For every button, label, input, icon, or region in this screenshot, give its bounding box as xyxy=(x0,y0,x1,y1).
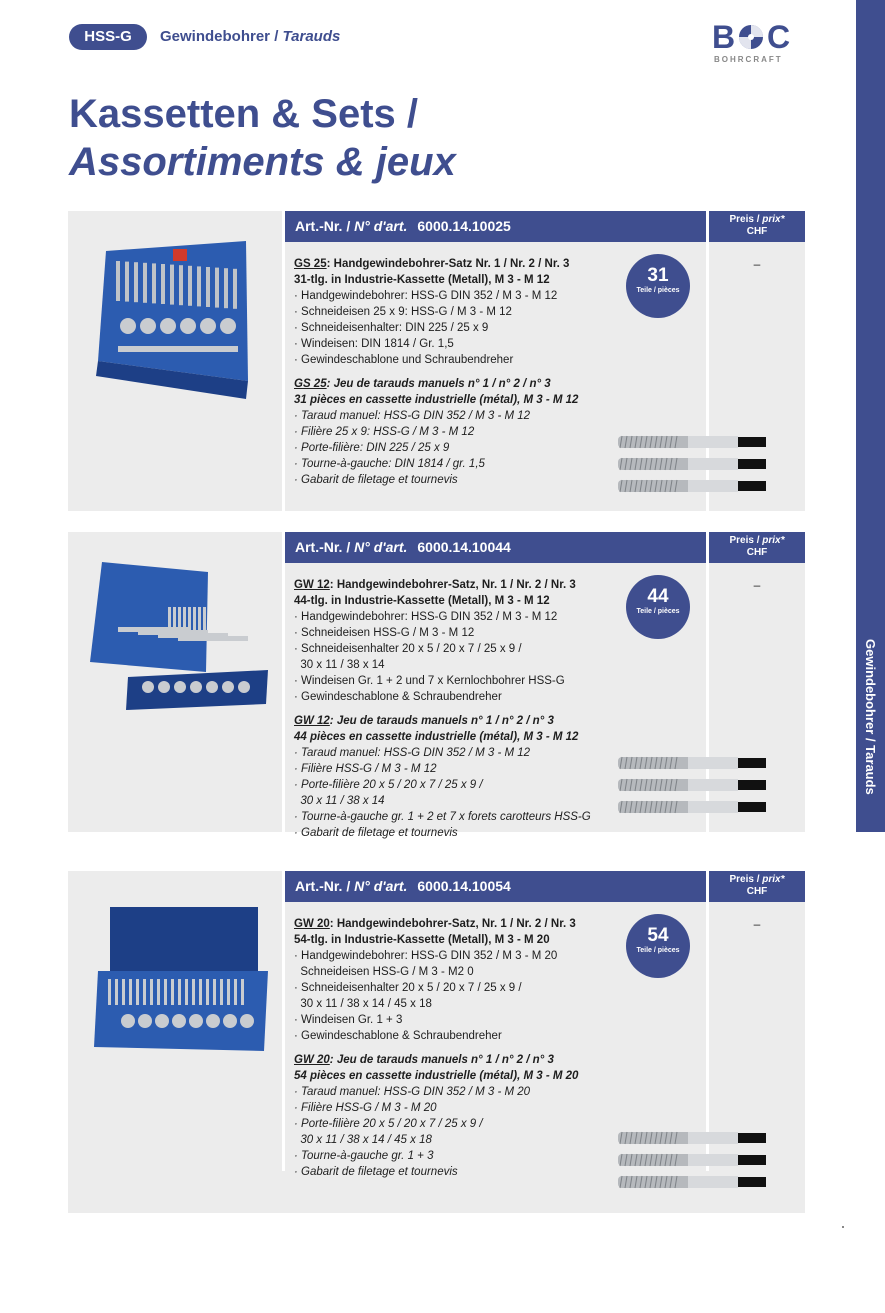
tool-case-image xyxy=(68,532,282,832)
price-header: Preis / prix* CHF xyxy=(709,532,805,563)
fr-list-item: · Gabarit de filetage et tournevis xyxy=(294,474,458,486)
de-list-item: · Schneideisen 25 x 9: HSS-G / M 3 - M 12 xyxy=(294,306,512,318)
fr-list-item: · Taraud manuel: HSS-G DIN 352 / M 3 - M 12 xyxy=(294,410,531,422)
piece-count-badge xyxy=(626,575,690,639)
product-description xyxy=(294,577,614,841)
price-header: Preis / prix* CHF xyxy=(709,211,805,242)
fr-subheading: 44 pièces en cassette industrielle (métal), M 3 - M 12 xyxy=(294,731,579,743)
price-value: – xyxy=(753,257,761,271)
de-list-item: · Schneideisenhalter: DIN 225 / 25 x 9 xyxy=(294,322,489,334)
price-value: – xyxy=(753,578,761,592)
fr-list-item: · Filière HSS-G / M 3 - M 12 xyxy=(294,763,437,775)
product-image xyxy=(68,211,282,511)
divider xyxy=(282,532,285,832)
page-title-line2: Assortiments & jeux xyxy=(69,140,456,184)
fr-list-item: · Tourne-à-gauche gr. 1 + 2 et 7 x forets carotteurs HSS-G xyxy=(294,811,591,823)
price-header: Preis / prix* CHF xyxy=(709,871,805,902)
taps-image xyxy=(618,433,768,499)
de-list-item: Schneideisen HSS-G / M 3 - M2 0 xyxy=(294,966,474,978)
product-image xyxy=(68,871,282,1171)
product-section xyxy=(68,871,805,1213)
boc-bohrcraft-logo xyxy=(712,18,808,66)
piece-count-badge xyxy=(626,914,690,978)
fr-list-item: · Tourne-à-gauche: DIN 1814 / gr. 1,5 xyxy=(294,458,485,470)
sidebar-label: Gewindebohrer / Tarauds xyxy=(863,639,878,795)
fr-list-item: · Porte-filière 20 x 5 / 20 x 7 / 25 x 9 / xyxy=(294,1118,483,1130)
article-number-bar xyxy=(285,871,706,902)
product-section xyxy=(68,532,805,839)
de-list-item: · Schneideisenhalter 20 x 5 / 20 x 7 / 25 x 9 / xyxy=(294,643,522,655)
fr-subheading: 54 pièces en cassette industrielle (métal), M 3 - M 20 xyxy=(294,1070,579,1082)
article-number-label: Art.-Nr. / N° d'art. xyxy=(295,878,408,894)
svg-text:C: C xyxy=(767,19,791,55)
tool-case-image xyxy=(68,871,282,1171)
piece-count-badge xyxy=(626,254,690,318)
product-description xyxy=(294,916,614,1180)
tool-case-image xyxy=(68,211,282,511)
breadcrumb xyxy=(160,28,340,45)
de-list-item: 30 x 11 / 38 x 14 / 45 x 18 xyxy=(294,998,432,1010)
svg-text:BOHRCRAFT: BOHRCRAFT xyxy=(714,55,783,64)
fr-list-item: · Gabarit de filetage et tournevis xyxy=(294,827,458,839)
fr-list-item: · Porte-filière: DIN 225 / 25 x 9 xyxy=(294,442,450,454)
de-list-item: · Windeisen Gr. 1 + 3 xyxy=(294,1014,403,1026)
de-list-item: · Schneideisen HSS-G / M 3 - M 12 xyxy=(294,627,475,639)
page-title-line1: Kassetten & Sets / xyxy=(69,92,419,136)
de-list-item: · Windeisen: DIN 1814 / Gr. 1,5 xyxy=(294,338,454,350)
divider xyxy=(706,871,709,1171)
piece-count-label: Teile / pièces xyxy=(636,287,680,294)
fr-list-item: · Gabarit de filetage et tournevis xyxy=(294,1166,458,1178)
page-title xyxy=(69,90,456,186)
de-list-item: · Gewindeschablone & Schraubendreher xyxy=(294,691,502,703)
product-image xyxy=(68,532,282,832)
product-description xyxy=(294,256,614,488)
page-dot xyxy=(842,1226,844,1228)
piece-count-label: Teile / pièces xyxy=(636,947,680,954)
article-number-label: Art.-Nr. / N° d'art. xyxy=(295,218,408,234)
de-list-item: 30 x 11 / 38 x 14 xyxy=(294,659,385,671)
piece-count-label: Teile / pièces xyxy=(636,608,680,615)
de-list-item: · Windeisen Gr. 1 + 2 und 7 x Kernlochbohrer HSS-G xyxy=(294,675,565,687)
article-number: 6000.14.10025 xyxy=(417,218,511,234)
piece-count: 31 xyxy=(647,265,669,286)
fr-heading: GW 12: Jeu de tarauds manuels n° 1 / n° 2 / n° 3 xyxy=(294,715,554,727)
de-heading: GW 20: Handgewindebohrer-Satz, Nr. 1 / Nr. 2 / Nr. 3 xyxy=(294,918,576,930)
de-heading: GS 25: Handgewindebohrer-Satz Nr. 1 / Nr. 2 / Nr. 3 xyxy=(294,258,570,270)
breadcrumb-separator: / xyxy=(270,28,283,45)
article-number-bar xyxy=(285,532,706,563)
fr-list-item: 30 x 11 / 38 x 14 / 45 x 18 xyxy=(294,1134,432,1146)
piece-count: 44 xyxy=(647,586,669,607)
breadcrumb-fr: Tarauds xyxy=(282,28,341,45)
fr-list-item: · Filière 25 x 9: HSS-G / M 3 - M 12 xyxy=(294,426,475,438)
price-value: – xyxy=(753,917,761,931)
de-list-item: · Gewindeschablone und Schraubendreher xyxy=(294,354,514,366)
article-number: 6000.14.10044 xyxy=(417,539,511,555)
fr-list-item: 30 x 11 / 38 x 14 xyxy=(294,795,385,807)
svg-text:B: B xyxy=(712,19,736,55)
fr-list-item: · Tourne-à-gauche gr. 1 + 3 xyxy=(294,1150,434,1162)
article-number: 6000.14.10054 xyxy=(417,878,511,894)
de-subheading: 44-tlg. in Industrie-Kassette (Metall), M 3 - M 12 xyxy=(294,595,550,607)
de-subheading: 54-tlg. in Industrie-Kassette (Metall), M 3 - M 20 xyxy=(294,934,550,946)
piece-count: 54 xyxy=(647,925,669,946)
fr-heading: GW 20: Jeu de tarauds manuels n° 1 / n° 2 / n° 3 xyxy=(294,1054,554,1066)
product-section xyxy=(68,211,805,511)
taps-image xyxy=(618,754,768,820)
de-list-item: · Handgewindebohrer: HSS-G DIN 352 / M 3 - M 12 xyxy=(294,290,558,302)
taps-image xyxy=(618,1129,768,1195)
fr-list-item: · Porte-filière 20 x 5 / 20 x 7 / 25 x 9 / xyxy=(294,779,483,791)
divider xyxy=(282,871,285,1171)
fr-list-item: · Taraud manuel: HSS-G DIN 352 / M 3 - M 12 xyxy=(294,747,531,759)
de-list-item: · Handgewindebohrer: HSS-G DIN 352 / M 3 - M 12 xyxy=(294,611,558,623)
divider xyxy=(282,211,285,511)
fr-heading: GS 25: Jeu de tarauds manuels n° 1 / n° 2 / n° 3 xyxy=(294,378,551,390)
de-list-item: · Gewindeschablone & Schraubendreher xyxy=(294,1030,502,1042)
de-subheading: 31-tlg. in Industrie-Kassette (Metall), M 3 - M 12 xyxy=(294,274,550,286)
de-list-item: · Handgewindebohrer: HSS-G DIN 352 / M 3 - M 20 xyxy=(294,950,558,962)
fr-list-item: · Filière HSS-G / M 3 - M 20 xyxy=(294,1102,437,1114)
de-list-item: · Schneideisenhalter 20 x 5 / 20 x 7 / 25 x 9 / xyxy=(294,982,522,994)
hss-g-badge: HSS-G xyxy=(69,24,147,50)
fr-subheading: 31 pièces en cassette industrielle (métal), M 3 - M 12 xyxy=(294,394,579,406)
de-heading: GW 12: Handgewindebohrer-Satz, Nr. 1 / Nr. 2 / Nr. 3 xyxy=(294,579,576,591)
fr-list-item: · Taraud manuel: HSS-G DIN 352 / M 3 - M 20 xyxy=(294,1086,531,1098)
article-number-bar xyxy=(285,211,706,242)
article-number-label: Art.-Nr. / N° d'art. xyxy=(295,539,408,555)
breadcrumb-de: Gewindebohrer xyxy=(160,28,271,45)
